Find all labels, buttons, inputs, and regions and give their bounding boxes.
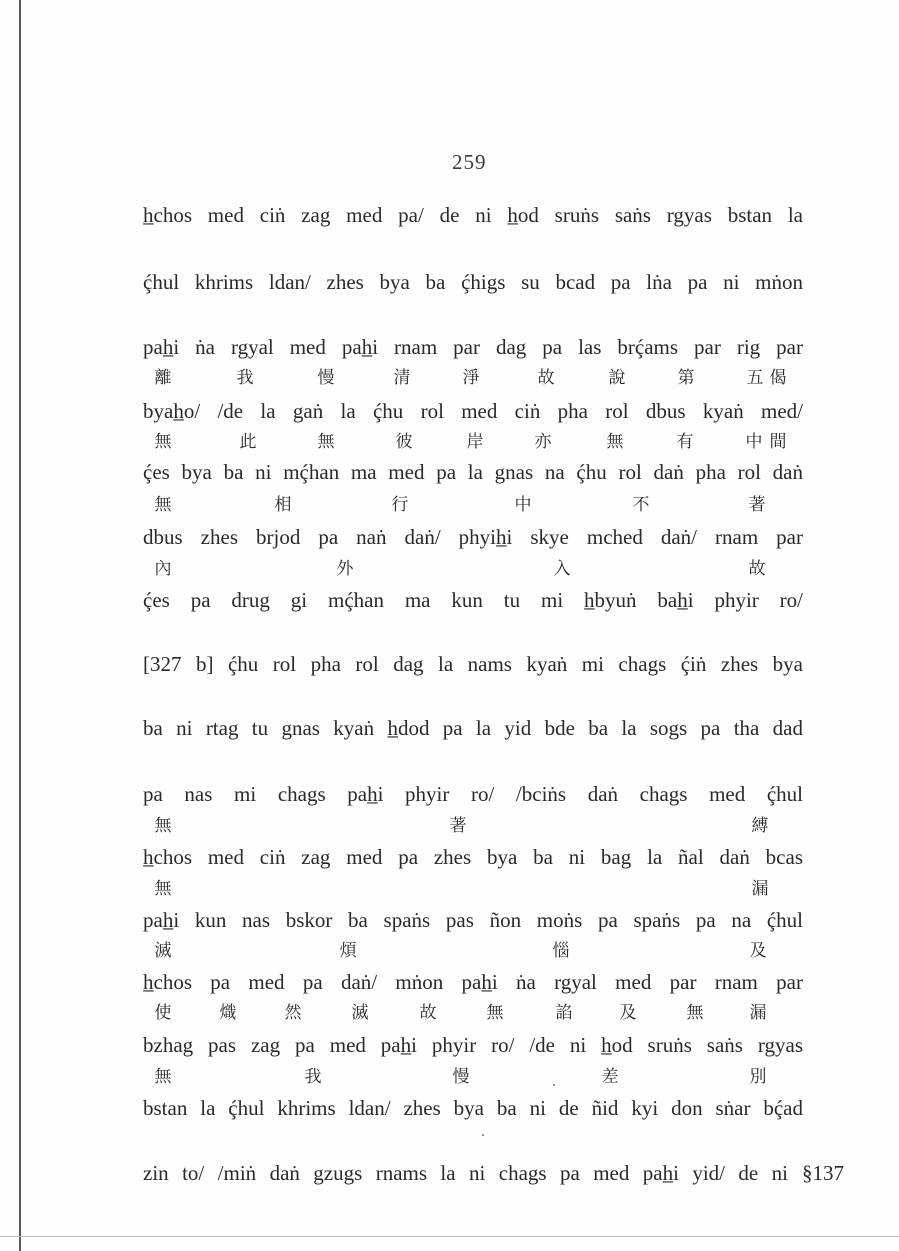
gloss-char: 別 (749, 1067, 767, 1087)
gloss-char: 說 (608, 368, 626, 388)
gloss-char: 中 (745, 432, 763, 452)
text-line: byah̲o/ /de la gaṅ la ḉhu rol med ciṅ pha rol dbus kyaṅ med/ (143, 399, 803, 423)
gloss-char: 無 (686, 1003, 704, 1023)
gloss-char: 無 (154, 432, 172, 452)
gloss-char: 不 (632, 495, 650, 515)
gloss-char: 無 (154, 1067, 172, 1087)
text-line: h̲chos pa med pa daṅ/ mṅon pah̲i ṅa rgyal med par rnam par (143, 970, 803, 994)
gloss-char: 著 (748, 495, 766, 515)
gloss-char: 離 (154, 368, 172, 388)
text-line: ḉhul khrims ldan/ zhes bya ba ḉhigs su bcad pa lṅa pa ni mṅon (143, 270, 803, 294)
chinese-gloss-line (143, 939, 803, 963)
chinese-gloss-line (143, 493, 803, 517)
chinese-gloss-line (143, 366, 803, 390)
bottom-edge-rule (0, 1236, 899, 1237)
gloss-char: 著 (449, 816, 467, 836)
gloss-char: 煩 (339, 941, 357, 961)
gloss-char: 惱 (552, 941, 570, 961)
text-line: zin to/ /miṅ daṅ gzugs rnams la ni chags pa med pah̲i yid/ de ni (143, 1161, 788, 1185)
text-line: pah̲i ṅa rgyal med pah̲i rnam par dag pa las brḉams par rig par (143, 335, 803, 359)
gloss-char: 及 (619, 1003, 637, 1023)
gloss-char: 我 (236, 368, 254, 388)
gloss-char: 有 (676, 432, 694, 452)
gloss-char: 及 (749, 941, 767, 961)
scan-speck (482, 1134, 484, 1136)
gloss-char: 此 (239, 432, 257, 452)
text-line: h̲chos med ciṅ zag med pa zhes bya ba ni bag la ñal daṅ bcas (143, 845, 803, 869)
gloss-char: 偈 (769, 368, 787, 388)
gloss-char: 滅 (154, 941, 172, 961)
gloss-char: 淨 (462, 368, 480, 388)
text-line: pah̲i kun nas bskor ba spaṅs pas ñon moṅs pa spaṅs pa na ḉhul (143, 908, 803, 932)
text-line: ba ni rtag tu gnas kyaṅ h̲dod pa la yid bde ba la sogs pa tha dad (143, 716, 803, 740)
gloss-char: 五 (746, 368, 764, 388)
gloss-char: 第 (677, 368, 695, 388)
left-margin-rule (19, 0, 21, 1251)
text-line: bzhag pas zag pa med pah̲i phyir ro/ /de ni h̲od sruṅs saṅs rgyas (143, 1033, 803, 1057)
chinese-gloss-line (143, 557, 803, 581)
gloss-char: 行 (391, 495, 409, 515)
gloss-char: 間 (769, 432, 787, 452)
gloss-char: 無 (154, 816, 172, 836)
gloss-char: 慢 (317, 368, 335, 388)
page-number: 259 (452, 150, 487, 174)
gloss-char: 故 (419, 1003, 437, 1023)
gloss-char: 熾 (219, 1003, 237, 1023)
gloss-char: 外 (336, 559, 354, 579)
gloss-char: 縛 (751, 816, 769, 836)
gloss-char: 無 (154, 879, 172, 899)
gloss-char: 差 (601, 1067, 619, 1087)
gloss-char: 岸 (466, 432, 484, 452)
gloss-char: 無 (486, 1003, 504, 1023)
chinese-gloss-line (143, 1065, 803, 1089)
gloss-char: 清 (393, 368, 411, 388)
gloss-char: 無 (317, 432, 335, 452)
chinese-gloss-line (143, 1001, 803, 1025)
scan-speck (553, 1084, 555, 1086)
gloss-char: 我 (304, 1067, 322, 1087)
text-line: h̲chos med ciṅ zag med pa/ de ni h̲od sruṅs saṅs rgyas bstan la (143, 203, 803, 227)
chinese-gloss-line (143, 430, 803, 454)
chinese-gloss-line (143, 877, 803, 901)
gloss-char: 彼 (395, 432, 413, 452)
gloss-char: 內 (154, 559, 172, 579)
gloss-char: 然 (284, 1003, 302, 1023)
text-line: ḉes bya ba ni mḉhan ma med pa la gnas na ḉhu rol daṅ pha rol daṅ (143, 460, 803, 484)
gloss-char: 入 (553, 559, 571, 579)
gloss-char: 使 (154, 1003, 172, 1023)
gloss-char: 無 (606, 432, 624, 452)
chinese-gloss-line (143, 814, 803, 838)
gloss-char: 無 (154, 495, 172, 515)
gloss-char: 漏 (749, 1003, 767, 1023)
gloss-char: 中 (514, 495, 532, 515)
text-line: ḉes pa drug gi mḉhan ma kun tu mi h̲byuṅ bah̲i phyir ro/ (143, 588, 803, 612)
gloss-char: 亦 (534, 432, 552, 452)
section-mark: §137 (802, 1161, 844, 1185)
text-line: [327 b] ḉhu rol pha rol dag la nams kyaṅ mi chags ḉiṅ zhes bya (143, 652, 803, 676)
gloss-char: 慢 (452, 1067, 470, 1087)
gloss-char: 滅 (351, 1003, 369, 1023)
text-line: bstan la ḉhul khrims ldan/ zhes bya ba ni de ñid kyi don sṅar bḉad (143, 1096, 803, 1120)
gloss-char: 漏 (751, 879, 769, 899)
gloss-char: 故 (748, 559, 766, 579)
text-line: dbus zhes brjod pa naṅ daṅ/ phyih̲i skye mched daṅ/ rnam par (143, 525, 803, 549)
gloss-char: 相 (274, 495, 292, 515)
text-line: pa nas mi chags pah̲i phyir ro/ /bciṅs daṅ chags med ḉhul (143, 782, 803, 806)
gloss-char: 諂 (555, 1003, 573, 1023)
gloss-char: 故 (537, 368, 555, 388)
